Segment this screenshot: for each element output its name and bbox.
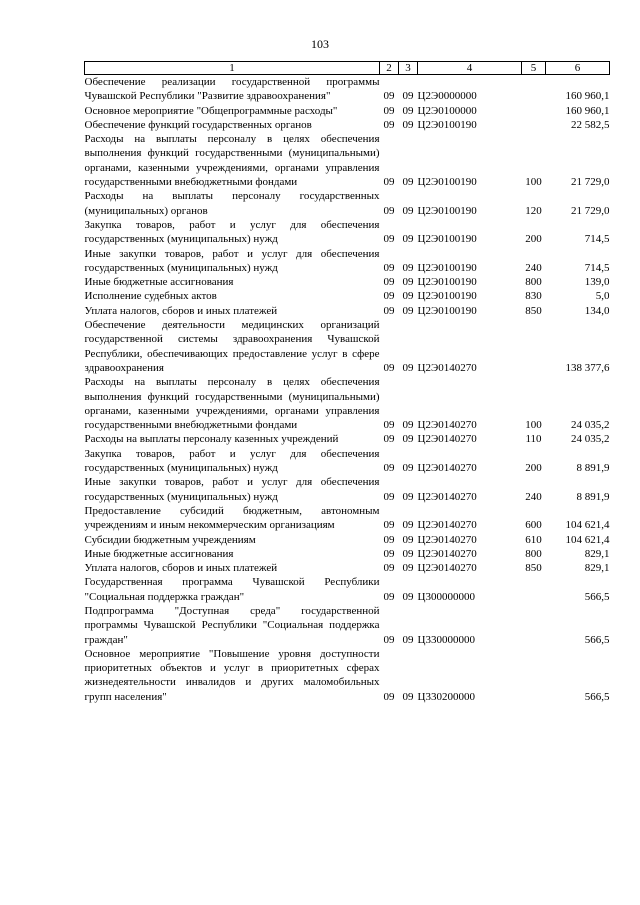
row-name: Обеспечение реализации государственной программы Чувашской Республики "Развитие здравоохранения" — [84, 76, 380, 103]
row-target-code: Ц2Э0000000 — [417, 90, 477, 103]
row-amount: 566,5 — [584, 590, 610, 603]
row-amount: 160 960,1 — [565, 90, 610, 103]
row-amount: 829,1 — [584, 562, 610, 575]
row-amount: 21 729,0 — [571, 176, 610, 189]
table-row — [85, 504, 610, 533]
row-amount: 714,5 — [584, 261, 610, 274]
row-subsection: 09 — [402, 547, 414, 560]
row-target-code: Ц2Э0100190 — [417, 261, 477, 274]
row-section: 09 — [383, 633, 395, 646]
row-subsection: 09 — [402, 462, 414, 475]
table-row — [85, 247, 610, 276]
row-name: Иные бюджетные ассигнования — [84, 276, 234, 289]
row-amount: 22 582,5 — [571, 118, 610, 131]
row-section: 09 — [383, 462, 395, 475]
row-section: 09 — [383, 304, 395, 317]
row-target-code: Ц2Э0140270 — [417, 462, 477, 475]
table-row — [85, 218, 610, 247]
table-row — [85, 304, 610, 318]
row-section: 09 — [383, 233, 395, 246]
row-expense-type: 850 — [525, 304, 542, 317]
table-row — [85, 118, 610, 132]
page-number: 103 — [311, 37, 329, 51]
row-expense-type — [522, 118, 546, 132]
row-target-code: Ц2Э0140270 — [417, 361, 477, 374]
row-target-code: Ц2Э0140270 — [417, 519, 477, 532]
row-amount: 8 891,9 — [576, 490, 610, 503]
row-target-code: Ц2Э0100190 — [417, 118, 477, 131]
row-name: Расходы на выплаты персоналу казенных учреждений — [84, 433, 339, 446]
row-expense-type — [522, 604, 546, 647]
row-target-code: Ц2Э0100190 — [417, 176, 477, 189]
row-subsection: 09 — [402, 419, 414, 432]
row-section: 09 — [383, 276, 395, 289]
row-expense-type — [522, 647, 546, 704]
row-name: Закупка товаров, работ и услуг для обеспечения государственных (муниципальных) нужд — [84, 218, 380, 246]
row-target-code: Ц2Э0140270 — [417, 547, 477, 560]
row-section: 09 — [383, 590, 395, 603]
row-subsection: 09 — [402, 233, 414, 246]
row-subsection: 09 — [402, 90, 414, 103]
row-name: Обеспечение деятельности медицинских организаций государственной системы здравоохранения Чувашской Республики, обеспечивающих предоставление услуг в сфере здравоохранения — [84, 319, 380, 374]
row-section: 09 — [383, 104, 395, 117]
row-amount: 8 891,9 — [576, 462, 610, 475]
header-row — [85, 62, 610, 75]
table-row — [85, 447, 610, 476]
row-subsection: 09 — [402, 562, 414, 575]
row-amount: 566,5 — [584, 633, 610, 646]
row-target-code: Ц2Э0140270 — [417, 562, 477, 575]
row-subsection: 09 — [402, 590, 414, 603]
table-row — [85, 275, 610, 289]
row-name: Подпрограмма "Доступная среда" государственной программы Чувашской Республики "Социальная поддержка граждан" — [84, 604, 380, 646]
row-target-code: Ц2Э0100190 — [417, 233, 477, 246]
row-subsection: 09 — [402, 176, 414, 189]
table-row — [85, 75, 610, 104]
row-expense-type: 800 — [525, 547, 542, 560]
row-expense-type: 600 — [525, 519, 542, 532]
row-target-code: Ц2Э0100190 — [417, 204, 477, 217]
row-section: 09 — [383, 90, 395, 103]
row-expense-type: 100 — [525, 419, 542, 432]
row-name: Расходы на выплаты персоналу государственных (муниципальных) органов — [84, 190, 380, 217]
row-expense-type: 830 — [525, 290, 542, 303]
row-target-code: Ц2Э0100190 — [417, 276, 477, 289]
row-subsection: 09 — [402, 204, 414, 217]
row-name: Основное мероприятие "Общепрограммные расходы" — [84, 104, 338, 117]
row-expense-type — [522, 575, 546, 604]
row-section: 09 — [383, 433, 395, 446]
row-expense-type: 850 — [525, 562, 542, 575]
row-amount: 5,0 — [595, 290, 610, 303]
row-amount: 24 035,2 — [571, 433, 610, 446]
row-section: 09 — [383, 290, 395, 303]
row-subsection: 09 — [402, 261, 414, 274]
table-row — [85, 533, 610, 547]
row-section: 09 — [383, 547, 395, 560]
row-expense-type: 100 — [525, 176, 542, 189]
row-section: 09 — [383, 533, 395, 546]
row-subsection: 09 — [402, 690, 414, 703]
table-row — [85, 104, 610, 118]
table-row — [85, 604, 610, 647]
row-subsection: 09 — [402, 104, 414, 117]
row-section: 09 — [383, 176, 395, 189]
table-row — [85, 318, 610, 375]
row-subsection: 09 — [402, 433, 414, 446]
column-header-amount: 6 — [546, 62, 610, 75]
row-amount: 104 621,4 — [565, 533, 610, 546]
row-subsection: 09 — [402, 519, 414, 532]
row-target-code: Ц2Э0140270 — [417, 419, 477, 432]
row-amount: 714,5 — [584, 233, 610, 246]
table-row — [85, 561, 610, 575]
table-row — [85, 375, 610, 432]
row-target-code: Ц2Э0100000 — [417, 104, 477, 117]
row-amount: 21 729,0 — [571, 204, 610, 217]
row-subsection: 09 — [402, 290, 414, 303]
row-section: 09 — [383, 490, 395, 503]
row-target-code: Ц2Э0140270 — [417, 490, 477, 503]
row-amount: 139,0 — [584, 276, 610, 289]
table-row — [85, 547, 610, 561]
row-name: Иные бюджетные ассигнования — [84, 547, 234, 560]
column-header-target-code: 4 — [418, 62, 522, 75]
row-subsection: 09 — [402, 118, 414, 131]
table-row — [85, 132, 610, 189]
row-target-code: Ц2Э0140270 — [417, 533, 477, 546]
row-name: Закупка товаров, работ и услуг для обеспечения государственных (муниципальных) нужд — [84, 447, 380, 475]
row-subsection: 09 — [402, 490, 414, 503]
row-expense-type: 240 — [525, 490, 542, 503]
row-amount: 138 377,6 — [565, 361, 610, 374]
row-target-code: Ц330200000 — [417, 690, 475, 703]
row-target-code: Ц2Э0140270 — [417, 433, 477, 446]
row-expense-type: 610 — [525, 533, 542, 546]
row-target-code: Ц300000000 — [417, 590, 475, 603]
row-target-code: Ц2Э0100190 — [417, 304, 477, 317]
row-name: Уплата налогов, сборов и иных платежей — [84, 562, 278, 575]
row-name: Государственная программа Чувашской Республики "Социальная поддержка граждан" — [84, 576, 380, 603]
row-subsection: 09 — [402, 633, 414, 646]
row-amount: 566,5 — [584, 690, 610, 703]
table-row — [85, 647, 610, 704]
row-target-code: Ц330000000 — [417, 633, 475, 646]
row-name: Уплата налогов, сборов и иных платежей — [84, 304, 278, 317]
row-name: Основное мероприятие "Повышение уровня доступности приоритетных объектов и услуг в приоритетных сферах жизнедеятельности инвалидов и других маломобильных групп населения" — [84, 647, 380, 703]
row-subsection: 09 — [402, 533, 414, 546]
row-name: Иные закупки товаров, работ и услуг для обеспечения государственных (муниципальных) нужд — [84, 247, 380, 274]
row-name: Предоставление субсидий бюджетным, автономным учреждениям и иным некоммерческим организациям — [84, 504, 380, 532]
table-row — [85, 475, 610, 504]
row-amount: 829,1 — [584, 547, 610, 560]
row-section: 09 — [383, 419, 395, 432]
row-section: 09 — [383, 690, 395, 703]
budget-table — [84, 61, 610, 704]
row-section: 09 — [383, 519, 395, 532]
row-target-code: Ц2Э0100190 — [417, 290, 477, 303]
column-header-name: 1 — [85, 62, 380, 75]
table-row — [85, 575, 610, 604]
row-subsection: 09 — [402, 276, 414, 289]
row-expense-type — [522, 104, 546, 118]
row-subsection: 09 — [402, 361, 414, 374]
row-amount: 104 621,4 — [565, 519, 610, 532]
row-expense-type — [522, 75, 546, 104]
table-row — [85, 432, 610, 446]
row-name: Обеспечение функций государственных органов — [84, 118, 312, 131]
column-header-subsection: 3 — [399, 62, 418, 75]
row-section: 09 — [383, 562, 395, 575]
row-expense-type: 800 — [525, 276, 542, 289]
row-amount: 134,0 — [584, 304, 610, 317]
row-amount: 24 035,2 — [571, 419, 610, 432]
row-expense-type — [522, 318, 546, 375]
row-section: 09 — [383, 261, 395, 274]
row-expense-type: 240 — [525, 261, 542, 274]
row-expense-type: 120 — [525, 204, 542, 217]
table-row — [85, 289, 610, 303]
column-header-section: 2 — [380, 62, 399, 75]
table-row — [85, 189, 610, 218]
row-name: Иные закупки товаров, работ и услуг для обеспечения государственных (муниципальных) нужд — [84, 476, 380, 503]
column-header-expense-type: 5 — [522, 62, 546, 75]
row-expense-type: 200 — [525, 233, 542, 246]
row-section: 09 — [383, 361, 395, 374]
row-expense-type: 200 — [525, 462, 542, 475]
row-name: Расходы на выплаты персоналу в целях обеспечения выполнения функций государственными (муниципальными) органами, казенными учреждениями, органами управления государственными внебюджетными фондами — [84, 133, 380, 189]
row-amount: 160 960,1 — [565, 104, 610, 117]
row-name: Исполнение судебных актов — [84, 290, 217, 303]
row-expense-type: 110 — [525, 433, 542, 446]
row-name: Расходы на выплаты персоналу в целях обеспечения выполнения функций государственными (муниципальными) органами, казенными учреждениями, органами управления государственными внебюджетными фондами — [84, 376, 380, 432]
row-section: 09 — [383, 118, 395, 131]
row-section: 09 — [383, 204, 395, 217]
row-subsection: 09 — [402, 304, 414, 317]
row-name: Субсидии бюджетным учреждениям — [84, 533, 256, 546]
